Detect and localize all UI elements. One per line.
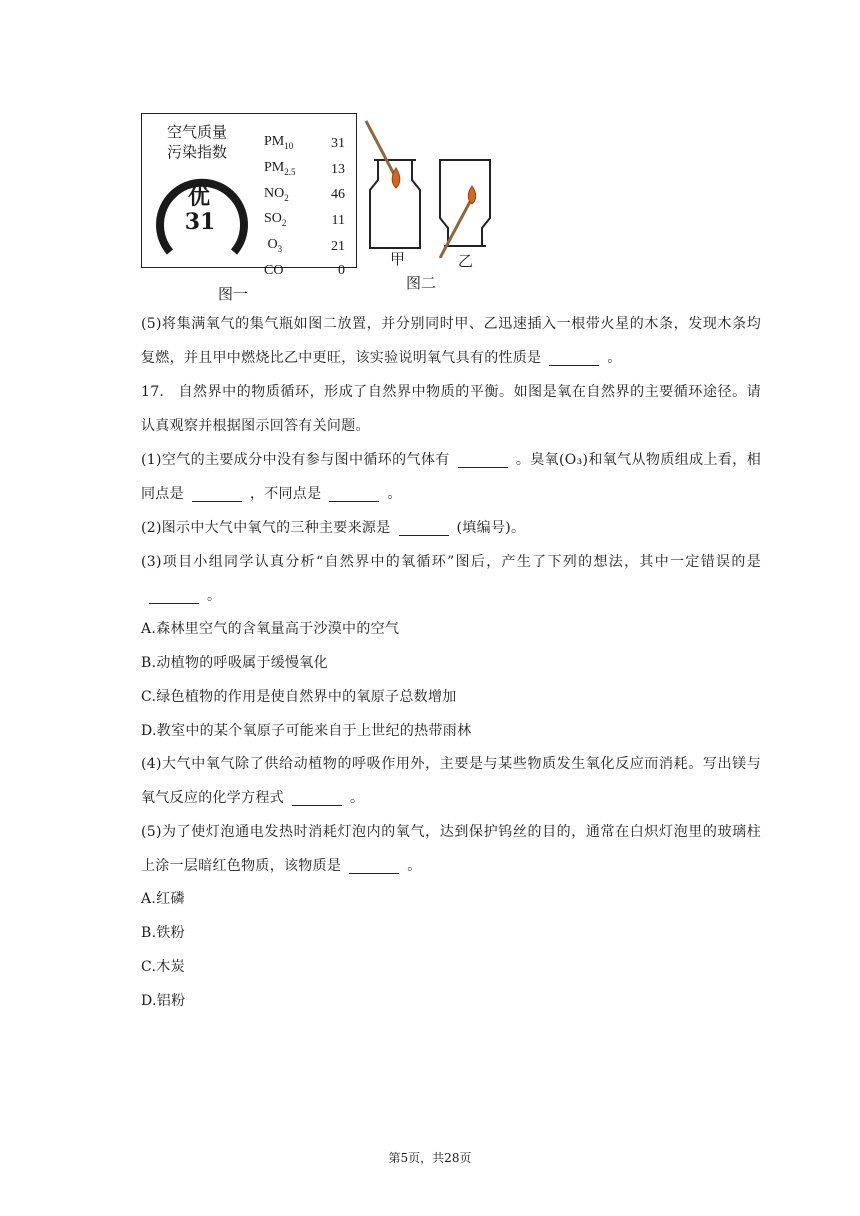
q17-p1-text2: 。臭氧(O₃)和氧气从物质组成上看，相同点是	[141, 452, 761, 502]
q17-p3-text: (3)项目小组同学认真分析“自然界中的氧循环”图后，产生了下列的想法，其中一定错误的是	[141, 554, 761, 570]
answer-blank[interactable]	[292, 791, 342, 806]
air-quality-panel	[141, 113, 357, 278]
answer-blank[interactable]	[349, 859, 399, 874]
panel-title-line1: 空气质量	[166, 123, 227, 141]
jar-label-jia: 甲	[390, 250, 406, 268]
answer-blank[interactable]	[458, 453, 508, 468]
q17-p5-option-b[interactable]: B.铁粉	[141, 925, 185, 941]
gas-jar-inverted	[440, 160, 490, 246]
q17-p5-end: 。	[407, 858, 422, 874]
pollutant-value: 31	[331, 135, 345, 151]
pollutant-row: $NO_2$ 46	[264, 183, 345, 209]
pollutant-value: 13	[331, 161, 345, 177]
pollutant-table	[264, 131, 345, 282]
panel-title	[162, 122, 232, 162]
pollutant-row: $PM_{2.5}$ 13	[264, 157, 345, 183]
q16-part5	[141, 307, 761, 375]
pollutant-row: CO 0	[264, 260, 345, 282]
q17-p4-end: 。	[350, 790, 365, 806]
q17-p2-end: (填编号)。	[456, 520, 526, 536]
q17-p1-text3: ，不同点是	[249, 486, 322, 502]
panel-title-line2: 污染指数	[166, 143, 227, 161]
aqi-value: 31	[184, 209, 216, 235]
q17-part1	[141, 443, 761, 511]
q16-part5-text: (5)将集满氧气的集气瓶如图二放置，并分别同时甲、乙迅速插入一根带火星的木条，发现木条均复燃，并且甲中燃烧比乙中更旺，该实验说明氧气具有的性质是	[141, 316, 761, 366]
answer-blank[interactable]	[192, 487, 242, 502]
q17-p5-option-c[interactable]: C.木炭	[141, 959, 185, 975]
q17-intro	[141, 375, 761, 443]
q17-p1-end: 。	[387, 486, 402, 502]
aqi-level: 优	[187, 185, 210, 210]
q17-part5	[141, 815, 761, 883]
pollutant-value: 21	[331, 239, 345, 255]
pollutant-value: 0	[338, 262, 345, 278]
answer-blank[interactable]	[399, 521, 449, 536]
q17-p4-text: (4)大气中氧气除了供给动植物的呼吸作用外，主要是与某些物质发生氧化反应而消耗。写出镁与氧气反应的化学方程式	[141, 756, 761, 806]
pollutant-row: $SO_2$ 11	[264, 208, 345, 234]
q17-p3-option-c[interactable]: C.绿色植物的作用是使自然界中的氧原子总数增加	[141, 689, 457, 705]
q17-part2	[141, 511, 761, 545]
q17-p5-option-a[interactable]: A.红磷	[141, 891, 185, 907]
q17-p3-option-a[interactable]: A.森林里空气的含氧量高于沙漠中的空气	[141, 621, 400, 637]
q17-p1-text: (1)空气的主要成分中没有参与图中循环的气体有	[141, 452, 450, 468]
answer-blank[interactable]	[549, 351, 599, 366]
q17-p3-option-d[interactable]: D.教室中的某个氧原子可能来自于上世纪的热带雨林	[141, 723, 472, 739]
answer-blank[interactable]	[149, 589, 199, 604]
pollutant-value: 46	[331, 187, 345, 203]
answer-blank[interactable]	[329, 487, 379, 502]
page-footer: 第5页，共28页	[388, 1151, 472, 1165]
q16-part5-end: 。	[607, 350, 622, 366]
q17-p2-text: (2)图示中大气中氧气的三种主要来源是	[141, 520, 391, 536]
q17-p5-text: (5)为了使灯泡通电发热时消耗灯泡内的氧气，达到保护钨丝的目的，通常在白炽灯泡里的玻璃柱上涂一层暗红色物质，该物质是	[141, 824, 761, 874]
pollutant-value: 11	[331, 213, 345, 229]
gas-jar-figure	[360, 118, 500, 258]
q17-p3-option-b[interactable]: B.动植物的呼吸属于缓慢氧化	[141, 655, 328, 671]
pollutant-row: $PM_{10}$ 31	[264, 131, 345, 157]
q17-p3-end: 。	[207, 588, 222, 604]
q17-part3	[141, 545, 761, 613]
figure2-caption: 图二	[406, 274, 437, 292]
figure1-caption: 图一	[218, 285, 249, 303]
q17-intro-text: 自然界中的物质循环，形成了自然界中物质的平衡。如图是氧在自然界的主要循环途径。请认真观察并根据图示回答有关问题。	[141, 384, 761, 434]
jar-label-yi: 乙	[458, 252, 474, 270]
flame-icon	[468, 186, 476, 204]
q17-part4	[141, 747, 761, 815]
q17-number: 17.	[141, 384, 165, 400]
q17-p5-option-d[interactable]: D.铝粉	[141, 993, 186, 1009]
pollutant-row: $O_3$ 21	[264, 234, 345, 260]
